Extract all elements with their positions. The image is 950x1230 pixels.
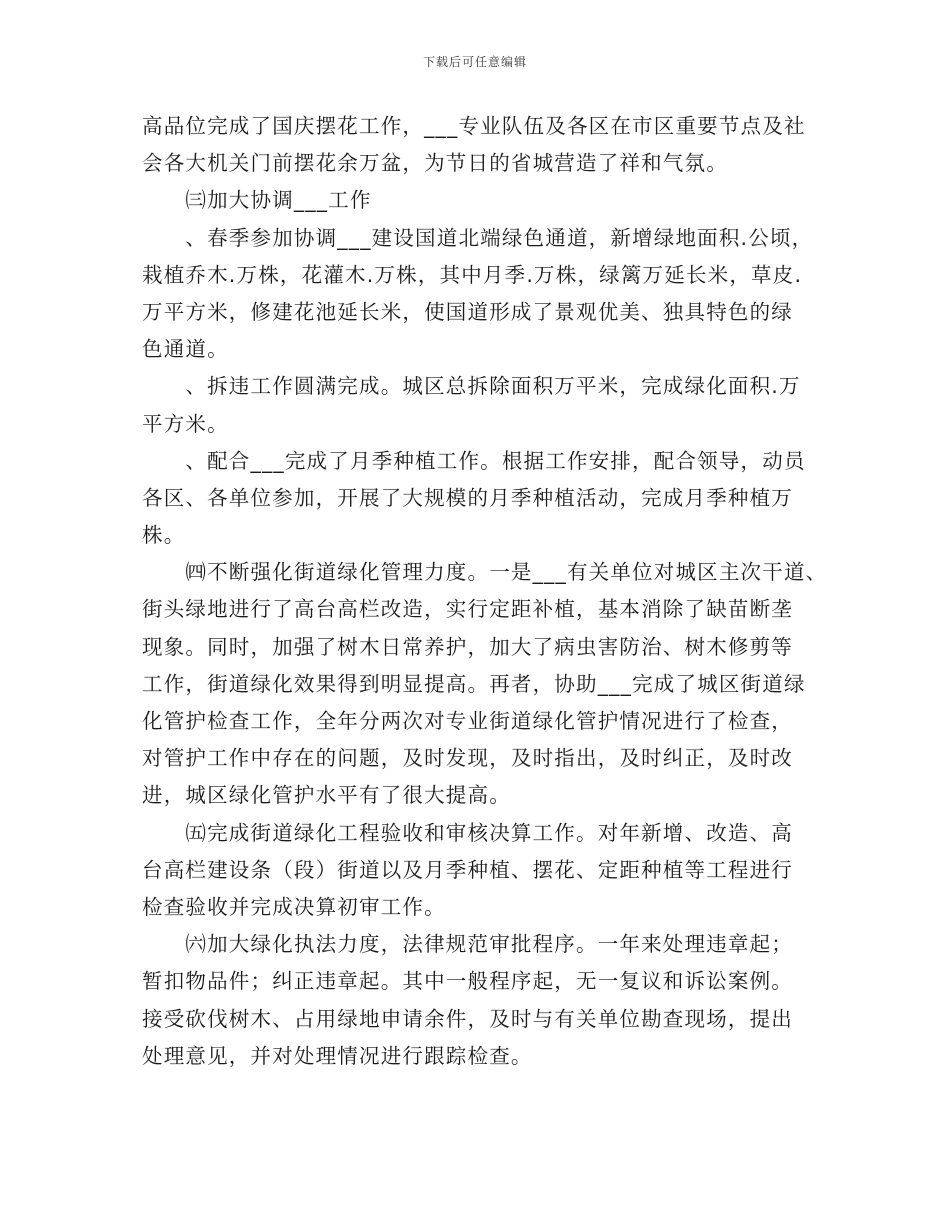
- section-heading: ㈢加大协调___工作: [142, 188, 372, 213]
- text-line: 处理意见，并对处理情况进行跟踪检查。: [142, 1043, 533, 1068]
- text-line: 暂扣物品件；纠正违章起。其中一般程序起，无一复议和诉讼案例。: [142, 969, 793, 994]
- page-header: 下载后可任意编辑: [422, 55, 527, 69]
- text-line: 工作，街道绿化效果得到明显提高。再者，协助___完成了城区街道绿: [142, 671, 806, 696]
- text-line: ㈣不断强化街道绿化管理力度。一是___有关单位对城区主次干道、: [142, 560, 828, 585]
- text-line: 街头绿地进行了高台高栏改造，实行定距补植，基本消除了缺苗断垄: [142, 597, 793, 622]
- text-line: ㈤完成街道绿化工程验收和审核决算工作。对年新增、改造、高: [142, 820, 793, 845]
- text-line: 检查验收并完成决算初审工作。: [142, 894, 446, 919]
- text-line: 会各大机关门前摆花余万盆，为节日的省城营造了祥和气氛。: [142, 151, 728, 176]
- text-line: 接受砍伐树木、占用绿地申请余件，及时与有关单位勘查现场，提出: [142, 1006, 793, 1031]
- text-line: 高品位完成了国庆摆花工作，___专业队伍及各区在市区重要节点及社: [142, 114, 806, 138]
- text-line: ㈥加大绿化执法力度，法律规范审批程序。一年来处理违章起；: [142, 932, 793, 957]
- text-line: 、配合___完成了月季种植工作。根据工作安排，配合领导，动员: [142, 448, 806, 473]
- text-line: 色通道。: [142, 337, 229, 362]
- text-line: 平方米。: [142, 411, 229, 436]
- text-line: 株。: [142, 523, 186, 548]
- text-line: 现象。同时，加强了树木日常养护，加大了病虫害防治、树木修剪等: [142, 634, 793, 659]
- text-line: 进，城区绿化管护水平有了很大提高。: [142, 783, 511, 808]
- text-line: 对管护工作中存在的问题，及时发现，及时指出，及时纠正，及时改: [142, 746, 793, 771]
- text-line: 化管护检查工作，全年分两次对专业街道绿化管护情况进行了检查，: [142, 709, 793, 733]
- text-line: 万平方米，修建花池延长米，使国道形成了景观优美、独具特色的绿: [142, 299, 793, 324]
- text-line: 、春季参加协调___建设国道北端绿色通道，新增绿地面积.公顷，: [142, 225, 814, 250]
- document-body: [142, 108, 828, 1075]
- text-line: 栽植乔木.万株，花灌木.万株，其中月季.万株，绿篱万延长米，草皮.: [142, 262, 803, 287]
- text-line: 各区、各单位参加，开展了大规模的月季种植活动，完成月季种植万: [142, 485, 793, 510]
- text-line: 、拆违工作圆满完成。城区总拆除面积万平米，完成绿化面积.万: [142, 374, 801, 399]
- text-line: 台高栏建设条（段）街道以及月季种植、摆花、定距种植等工程进行: [142, 857, 793, 882]
